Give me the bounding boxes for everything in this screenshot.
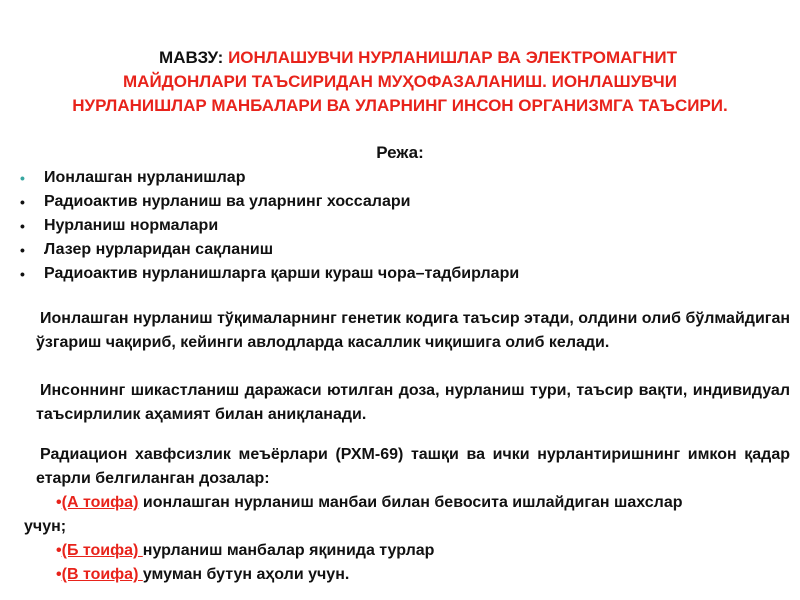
category-c xyxy=(56,563,349,587)
category-a-continuation: учун; xyxy=(24,518,67,535)
list-item xyxy=(20,166,519,190)
bullet-icon: • xyxy=(20,242,25,258)
bullet-icon: • xyxy=(20,266,25,282)
category-b xyxy=(56,539,434,563)
category-text: ионлашган нурланиш манбаи билан бевосита ишлайдиган шахслар xyxy=(138,494,683,511)
title-prefix: МАВЗУ: xyxy=(159,48,229,67)
plan-item-text: Радиоактив нурланишларга қарши кураш чора–тадбирлари xyxy=(44,265,520,282)
category-label: (Б тоифа) xyxy=(61,542,143,559)
paragraph-damage-degree: Инсоннинг шикастланиш даражаси ютилган доза, нурланиш тури, таъсир вақти, индивидуал таъсирлилик аҳамият билан аниқланади. xyxy=(36,382,790,423)
list-item xyxy=(20,262,519,286)
bullet-icon: • xyxy=(56,542,62,559)
paragraph-genetic-effect: Ионлашган нурланиш тўқималарнинг генетик кодига таъсир этади, олдини олиб бўлмайдиган ўзгариш чақириб, кейинги авлодларда касаллик чиқишига олиб келади. xyxy=(36,310,790,351)
plan-heading: Режа: xyxy=(376,143,424,162)
title-topic: ИОНЛАШУВЧИ НУРЛАНИШЛАР ВА ЭЛЕКТРОМАГНИТ МАЙДОНЛАРИ ТАЪСИРИДАН МУҲОФАЗАЛАНИШ. ИОНЛАШУВЧИ НУРЛАНИШЛАР МАНБАЛАРИ ВА УЛАРНИНГ ИНСОН ОРГАНИЗМГА ТАЪСИРИ. xyxy=(72,48,728,115)
paragraph-safety-norms: Радиацион хавфсизлик меъёрлари (РХМ-69) ташқи ва ички нурлантиришнинг имкон қадар етарли белгиланган дозалар: xyxy=(36,446,790,487)
category-label: (В тоифа) xyxy=(61,566,143,583)
list-item xyxy=(20,190,519,214)
slide-title xyxy=(60,46,740,118)
plan-item-text: Радиоактив нурланиш ва уларнинг хоссалари xyxy=(44,193,411,210)
list-item xyxy=(20,214,519,238)
plan-item-text: Ионлашган нурланишлар xyxy=(44,169,246,186)
plan-item-text: Нурланиш нормалари xyxy=(44,217,219,234)
category-a xyxy=(56,491,790,515)
list-item xyxy=(20,238,519,262)
bullet-icon: • xyxy=(56,566,62,583)
bullet-icon: • xyxy=(20,218,25,234)
category-text: умуман бутун аҳоли учун. xyxy=(142,566,350,583)
bullet-icon: • xyxy=(20,194,25,210)
bullet-icon: • xyxy=(56,494,62,511)
bullet-icon: • xyxy=(20,170,25,186)
plan-list xyxy=(20,166,519,286)
category-label: (А тоифа) xyxy=(61,494,139,511)
plan-item-text: Лазер нурларидан сақланиш xyxy=(44,241,274,258)
category-text: нурланиш манбалар яқинида турлар xyxy=(142,542,435,559)
